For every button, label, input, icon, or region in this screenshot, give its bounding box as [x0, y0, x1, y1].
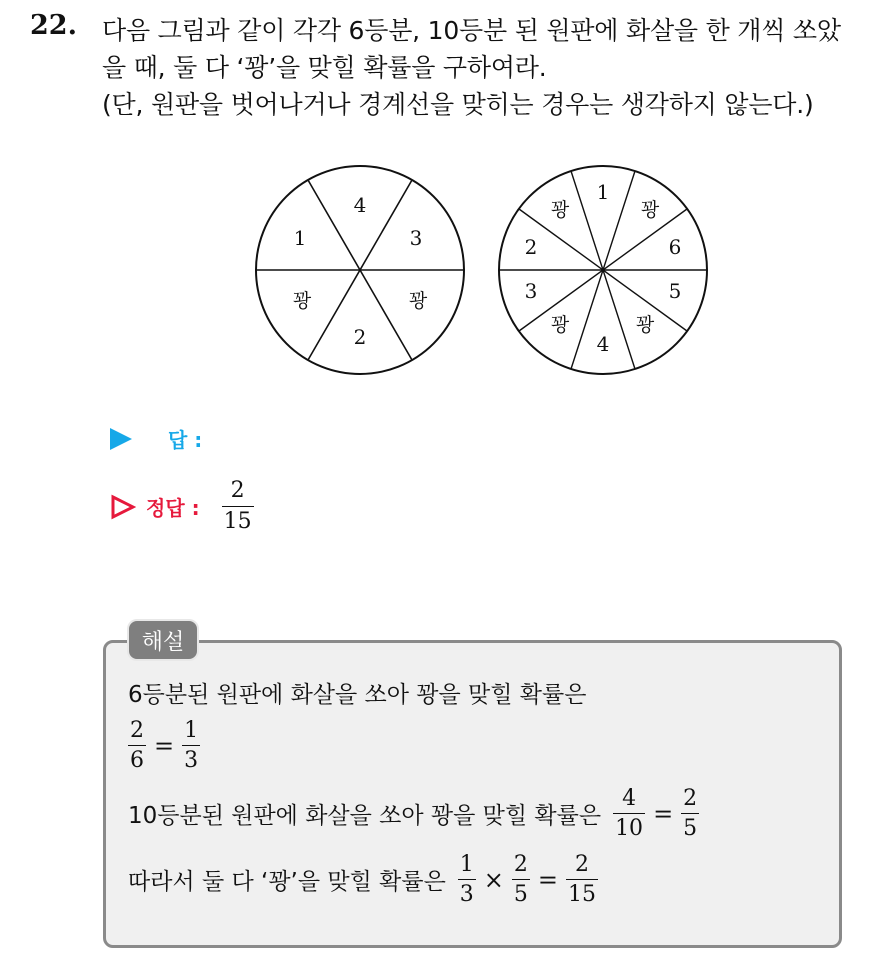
fraction-denominator: 3 [184, 748, 199, 773]
correct-answer-fraction [222, 478, 254, 535]
solution-line-3 [128, 786, 699, 841]
solution-tab: 해설 [127, 619, 199, 661]
wheel10-sector-label: 꽝 [640, 199, 660, 221]
fraction-numerator: 2 [513, 852, 528, 877]
fraction-denominator: 15 [223, 509, 252, 534]
solution-text: 6등분된 원판에 화살을 쏘아 꽝을 맞힐 확률은 [128, 682, 587, 708]
fraction-denominator: 6 [130, 748, 144, 773]
fraction-numerator: 4 [622, 786, 637, 811]
fraction [512, 852, 530, 907]
equals-sign: = [537, 865, 559, 894]
equals-sign: = [653, 799, 674, 828]
solution-text: 따라서 둘 다 ‘꽝’을 맞힐 확률은 [128, 869, 446, 895]
fraction-denominator: 5 [513, 882, 528, 907]
solution-text: 10등분된 원판에 화살을 쏘아 꽝을 맞힐 확률은 [128, 803, 602, 829]
wheel6-sector-label: 2 [353, 325, 367, 349]
wheel10-sector-label: 꽝 [635, 314, 655, 336]
fraction-numerator: 2 [130, 718, 144, 743]
question-line-2: 을 때, 둘 다 ‘꽝’을 맞힐 확률을 구하여라. [102, 53, 547, 82]
wheel10-sector-label: 5 [668, 279, 682, 303]
wheel10-sector-label: 꽝 [550, 314, 570, 336]
solution-line-2 [128, 718, 200, 773]
wheel-10-sections [499, 166, 707, 374]
correct-answer-row [110, 478, 254, 535]
question-number: 22. [30, 10, 77, 41]
fraction [681, 786, 699, 841]
solution-line-1 [128, 676, 586, 709]
answer-label: 답 : [168, 428, 203, 452]
wheel10-sector-label: 1 [596, 180, 610, 204]
solution-line-4 [128, 852, 598, 907]
wheel6-sector-label: 1 [293, 226, 307, 250]
fraction [458, 852, 476, 907]
question-line-1: 다음 그림과 같이 각각 6등분, 10등분 된 원판에 화살을 한 개씩 쏘았 [102, 16, 841, 45]
spinner-figures [240, 155, 720, 395]
outline-triangle-icon [110, 494, 136, 520]
wheel6-sector-label: 꽝 [292, 290, 312, 312]
wheel10-sector-label: 3 [524, 279, 538, 303]
fraction-denominator: 5 [683, 816, 698, 841]
fraction-numerator: 2 [683, 786, 698, 811]
question-line-3: (단, 원판을 벗어나거나 경계선을 맞히는 경우는 생각하지 않는다.) [102, 90, 814, 119]
answer-row [110, 424, 202, 453]
wheel10-sector-label: 2 [524, 235, 538, 259]
times-sign: × [483, 865, 504, 894]
wheel-6-sections [256, 166, 464, 374]
fraction-numerator: 2 [230, 478, 245, 503]
fraction-denominator: 3 [459, 882, 474, 907]
wheel10-sector-label: 4 [596, 332, 610, 356]
wheel6-sector-label: 3 [409, 226, 423, 250]
fraction [182, 718, 200, 773]
fraction-denominator: 15 [568, 882, 597, 907]
wheel10-sector-label: 꽝 [550, 199, 570, 221]
equals-sign: = [154, 731, 175, 760]
fraction [613, 786, 645, 841]
fraction-numerator: 1 [184, 718, 199, 743]
wheel10-sector-label: 6 [668, 235, 682, 259]
filled-triangle-icon [110, 428, 132, 450]
wheel6-sector-label: 꽝 [408, 290, 428, 312]
fraction [566, 852, 598, 907]
fraction [128, 718, 146, 773]
fraction-denominator: 10 [615, 816, 644, 841]
fraction-numerator: 1 [459, 852, 474, 877]
correct-answer-label: 정답 : [146, 496, 200, 520]
question-text [102, 12, 872, 123]
fraction-numerator: 2 [575, 852, 590, 877]
wheel6-sector-label: 4 [353, 193, 367, 217]
